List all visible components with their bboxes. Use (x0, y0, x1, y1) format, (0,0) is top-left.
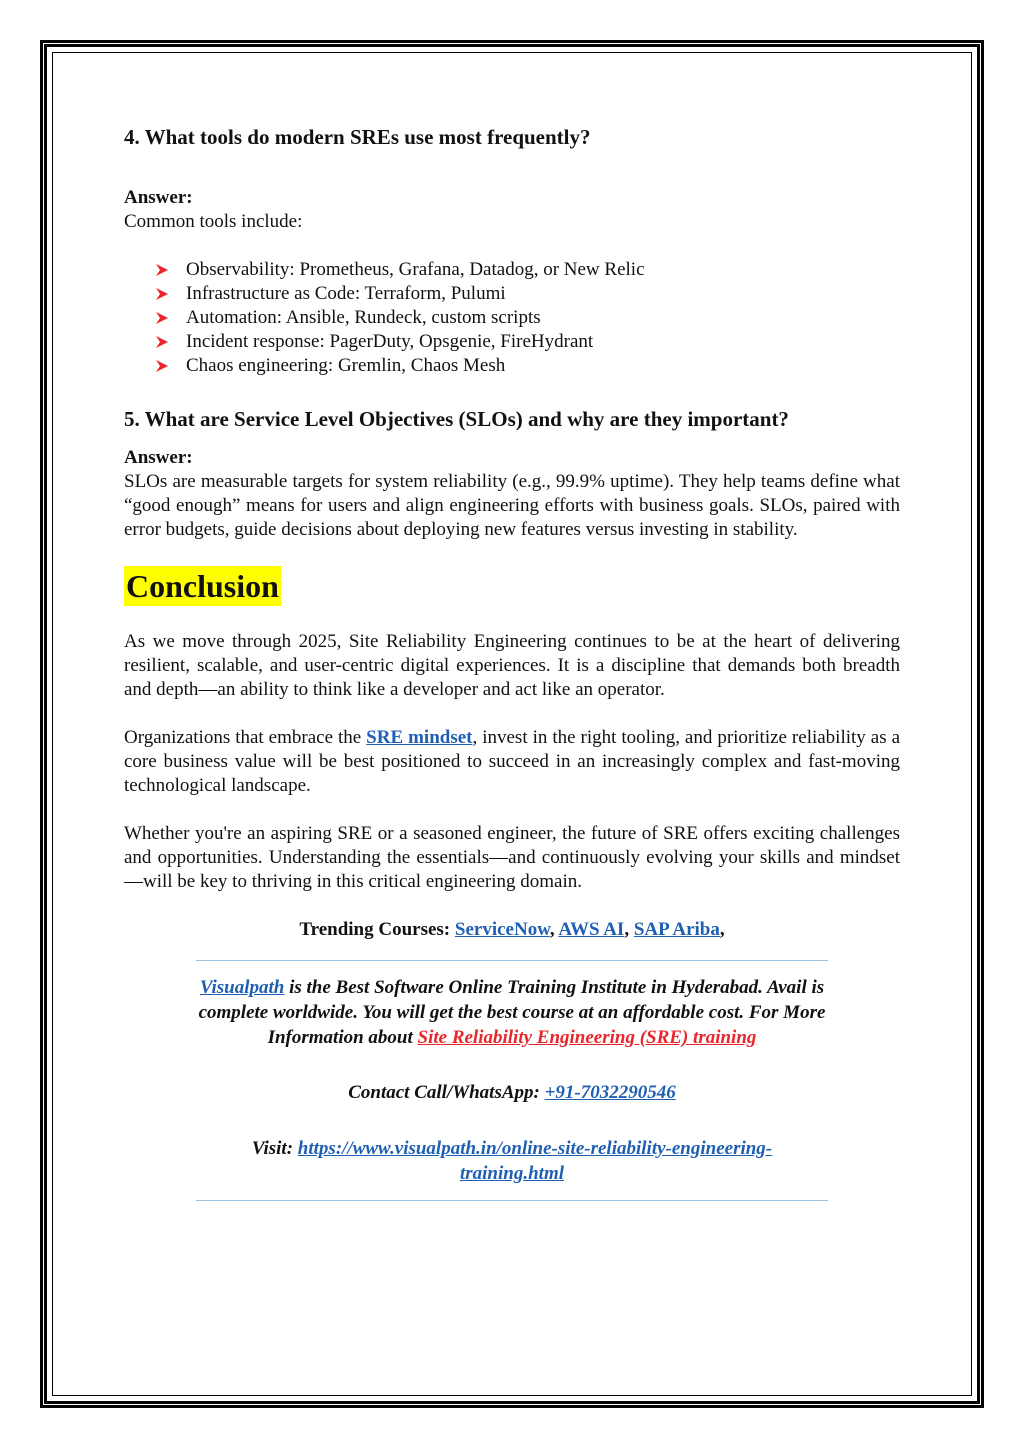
list-item (155, 306, 900, 330)
contact-line (196, 1080, 828, 1105)
conclusion-paragraph-3: Whether you're an aspiring SRE or a seasoned engineer, the future of SRE offers exciting challenges and opportunities. Understanding the essentials—and continuously evolving your skills and mindset—will be key to thriving in this critical engineering domain. (124, 823, 900, 892)
question-4-title: 4. What tools do modern SREs use most frequently? (124, 125, 591, 149)
conclusion-paragraph-1: As we move through 2025, Site Reliability Engineering continues to be at the heart of delivering resilient, scalable, and user-centric digital experiences. It is a discipline that demands both breadth and depth—an ability to think like a developer and act like an operator. (124, 631, 900, 700)
trending-label: Trending Courses: (299, 919, 455, 940)
list-item-text: Infrastructure as Code: Terraform, Pulumi (186, 283, 506, 304)
paragraph-text: , invest in the right tooling, and prioritize reliability as a core business value will be best positioned to succeed in an increasingly complex and fast-moving technological landscape. (124, 727, 901, 796)
conclusion-paragraph-2 (124, 726, 900, 798)
promo-box (196, 960, 828, 1201)
list-item-text: Incident response: PagerDuty, Opsgenie, FireHydrant (186, 331, 594, 352)
arrow-bullet-icon (155, 287, 169, 301)
visualpath-link[interactable]: Visualpath (199, 977, 285, 998)
list-item (155, 282, 900, 306)
question-5-answer-body: SLOs are measurable targets for system reliability (e.g., 99.9% uptime). They help teams define what “good enough” means for users and align engineering efforts with business goals. SLOs, paired with error budgets, guide decisions about deploying new features versus investing in stability. (124, 471, 900, 540)
list-item (155, 258, 900, 282)
list-item-text: Chaos engineering: Gremlin, Chaos Mesh (186, 355, 506, 376)
document-content (124, 122, 900, 1201)
separator: , (719, 919, 725, 940)
paragraph-text: Organizations that embrace the (124, 727, 367, 748)
arrow-bullet-icon (155, 335, 169, 349)
arrow-bullet-icon (155, 359, 169, 373)
arrow-bullet-icon (155, 311, 169, 325)
list-item (155, 354, 900, 378)
promo-text (196, 975, 828, 1050)
question-5-title: 5. What are Service Level Objectives (SLOs) and why are they important? (124, 407, 789, 431)
servicenow-link[interactable]: ServiceNow (454, 919, 550, 940)
visit-line (196, 1136, 828, 1186)
list-item-text: Observability: Prometheus, Grafana, Datadog, or New Relic (186, 259, 645, 280)
question-5-answer-label: Answer: (124, 447, 193, 468)
list-item (155, 330, 900, 354)
trending-courses (124, 918, 900, 942)
aws-ai-link[interactable]: AWS AI (558, 919, 625, 940)
separator: , (549, 919, 559, 940)
question-4-intro: Common tools include: (124, 211, 303, 232)
phone-link[interactable]: +91-7032290546 (544, 1082, 676, 1103)
conclusion-heading: Conclusion (126, 568, 279, 604)
list-item-text: Automation: Ansible, Rundeck, custom scripts (186, 307, 541, 328)
visit-label: Visit: (251, 1138, 298, 1159)
arrow-bullet-icon (155, 263, 169, 277)
sre-training-link[interactable]: Site Reliability Engineering (SRE) training (417, 1027, 757, 1048)
sre-mindset-link[interactable]: SRE mindset (366, 727, 473, 748)
sap-ariba-link[interactable]: SAP Ariba (633, 919, 720, 940)
promo-description: is the Best Software Online Training Institute in Hyderabad. Avail is complete worldwide. You will get the best course at an affordable cost. For More Information about (198, 977, 826, 1048)
question-4-answer-label: Answer: (124, 187, 193, 208)
contact-label: Contact Call/WhatsApp: (348, 1082, 545, 1103)
website-link[interactable]: https://www.visualpath.in/online-site-reliability-engineering-training.html (297, 1138, 773, 1184)
tools-list (124, 258, 900, 378)
separator: , (624, 919, 634, 940)
